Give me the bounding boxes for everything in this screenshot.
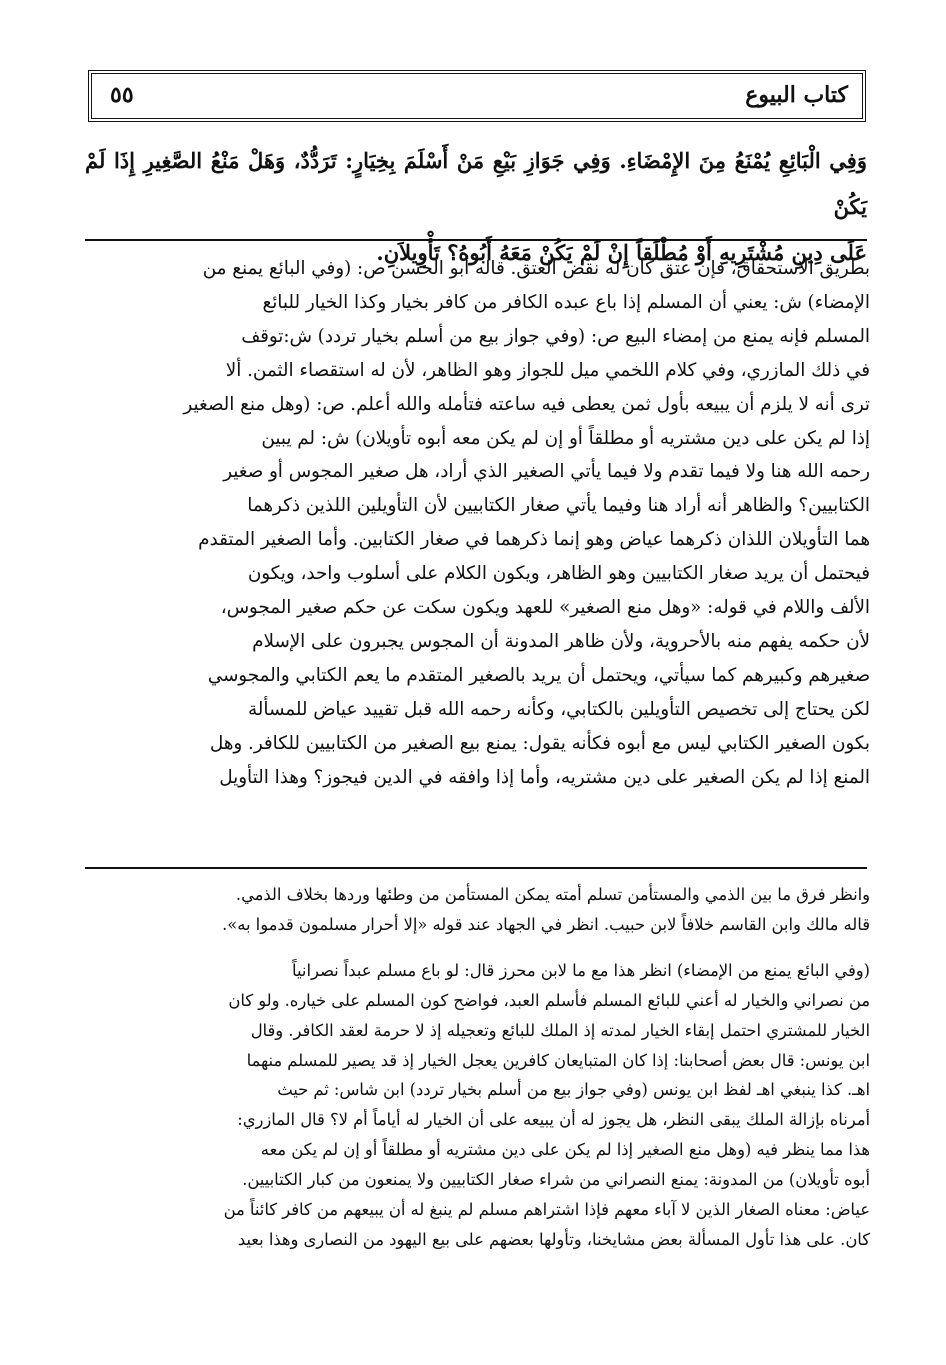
footnote-line: عياض: معناه الصغار الذين لا آباء معهم فإذا اشتراهم مسلم لم ينبغ له أن يبيعهم من كافر كائناً من — [223, 1200, 870, 1220]
footnote-line: كان. على هذا تأول المسألة بعض مشايخنا، وتأولها بعضهم على بيع اليهود من النصارى وهذا بعيد — [237, 1229, 870, 1249]
footnote-line: وانظر فرق ما بين الذمي والمستأمن تسلم أمته يمكن المستأمن من وطئها وردها بخلاف الذمي. — [235, 885, 870, 904]
footnote-line: (وفي البائع يمنع من الإمضاء) انظر هذا مع ما لابن محرز قال: لو باع مسلم عبداً نصرانياً — [292, 960, 870, 980]
commentary-line: المنع إذا لم يكن الصغير على دين مشتريه، وأما إذا وافقه في الدين فيجوز؟ وهذا التأويل — [219, 766, 870, 788]
commentary-line: ترى أنه لا يلزم أن يبيعه بأول ثمن يعطى فيه ساعته فتأمله والله أعلم. ص: (وهل منع الصغير — [183, 393, 870, 415]
main-text-line: وَفِي الْبَائِعِ يُمْنَعُ مِنَ الإِمْضَاءِ. وَفِي جَوَازِ بَيْعِ مَنْ أَسْلَمَ بِخِيَارٍ: تَرَدُّدٌ، وَهَلْ مَنْعُ الصَّغِيرِ إِذَا لَمْ يَكُنْ — [85, 148, 867, 219]
commentary-line: المسلم فإنه يمنع من إمضاء البيع ص: (وفي جواز بيع من أسلم بخيار تردد) ش:توقف — [241, 325, 870, 347]
commentary-line: بطريق الاستحقاق، فإن عتق كان له نقض العتق. قاله أبو الحسن ص: (وفي البائع يمنع من — [202, 258, 870, 279]
page-header — [88, 70, 866, 122]
divider-bottom — [85, 867, 867, 869]
commentary-line: هما التأويلان اللذان ذكرهما عياض وهو إنما ذكرهما في صغار الكتابين. وأما الصغير المتقدم — [198, 529, 870, 551]
commentary-line: الألف واللام في قوله: «وهل منع الصغير» للعهد ويكون سكت عن حكم صغير المجوس، — [220, 597, 870, 619]
footnote-line: أبوه تأويلان) من المدونة: يمنع النصراني من شراء صغار الكتابيين ولا يمنعون من كبار الكتابيين. — [242, 1170, 870, 1190]
commentary-line: الكتابيين؟ والظاهر أنه أراد هنا وفيما يأتي صغار الكتابيين لأن التأويلين اللذين ذكرهما — [247, 495, 870, 517]
chapter-title: كتاب البيوع — [745, 82, 848, 108]
commentary-line: لكن يحتاج إلى تخصيص التأويلين بالكتابي، وكأنه رحمه الله قبل تقييد عياض للمسألة — [248, 698, 870, 720]
footnote-line: قاله مالك وابن القاسم خلافاً لابن حبيب. انظر في الجهاد عند قوله «إلا أحرار مسلمون قدموا به». — [222, 914, 870, 934]
commentary-line: صغيرهم وكبيرهم كما سيأتي، ويحتمل أن يريد بالصغير المتقدم ما يعم الكتابي والمجوسي — [207, 664, 870, 686]
footnotes — [82, 880, 870, 1255]
commentary-line: رحمه الله هنا ولا فيما تقدم ولا فيما يأتي الصغير الذي أراد، هل صغير المجوس أو صغير — [223, 461, 870, 483]
footnote-line: ابن يونس: قال بعض أصحابنا: إذا كان المتبايعان كافرين يعجل الخيار إذ قد يصير للمسلم منهما — [246, 1050, 870, 1070]
footnote-line: هذا مما ينظر فيه (وهل منع الصغير إذا لم يكن على دين مشتريه أو مطلقاً أو إن لم يكن معه — [260, 1140, 870, 1160]
commentary-line: في ذلك المازري، وفي كلام اللخمي ميل للجواز وهو الظاهر، لأن له استقصاء الثمن. ألا — [225, 359, 870, 381]
footnote-line: اهـ. كذا ينبغي اهـ لفظ ابن يونس (وفي جواز بيع من أسلم بخيار تردد) ابن شاس: ثم حيث — [277, 1080, 870, 1100]
page-number: ٥٥ — [110, 82, 134, 108]
footnote-block-1 — [82, 880, 870, 940]
commentary-line: إذا لم يكن على دين مشتريه أو مطلقاً أو إن لم يكن معه أبوه تأويلان) ش: لم يبين — [261, 427, 870, 449]
commentary-line: بكون الصغير الكتابي ليس مع أبوه فكأنه يقول: يمنع بيع الصغير من الكتابيين للكافر. وهل — [209, 732, 870, 754]
main-text-line: عَلَى دِينِ مُشْتَرِيهِ أَوْ مُطْلَقاً إِنْ لَمْ يَكُنْ مَعَهُ أَبُوهُ؟ تَأْوِيلاَنِ. — [376, 240, 867, 265]
footnote-line: أمرناه بإزالة الملك يبقى النظر، هل يجوز له أن يبيعه على أن الخيار له أياماً أم لا؟ قال المازري: — [237, 1110, 870, 1130]
commentary-line: لأن حكمه يفهم منه بالأحروية، ولأن ظاهر المدونة أن المجوس يجبرون على الإسلام — [252, 630, 870, 652]
divider-top — [85, 239, 867, 241]
footnote-line: من نصراني والخيار له أعني للبائع المسلم فأسلم العبد، فواضح كون المسلم على خياره. ولو كان — [228, 990, 870, 1010]
footnote-line: الخيار للمشتري احتمل إبقاء الخيار لمدته إذ الملك للبائع وتعجيله إذ لا حرمة لعقد الكافر. وقال — [250, 1020, 870, 1040]
commentary — [82, 252, 870, 795]
commentary-line: الإمضاء) ش: يعني أن المسلم إذا باع عبده الكافر من كافر بخيار وكذا الخيار للبائع — [262, 291, 870, 313]
footnote-block-2 — [82, 956, 870, 1255]
commentary-line: فيحتمل أن يريد صغار الكتابيين وهو الظاهر، ويكون الكلام على أسلوب واحد، ويكون — [247, 563, 870, 585]
